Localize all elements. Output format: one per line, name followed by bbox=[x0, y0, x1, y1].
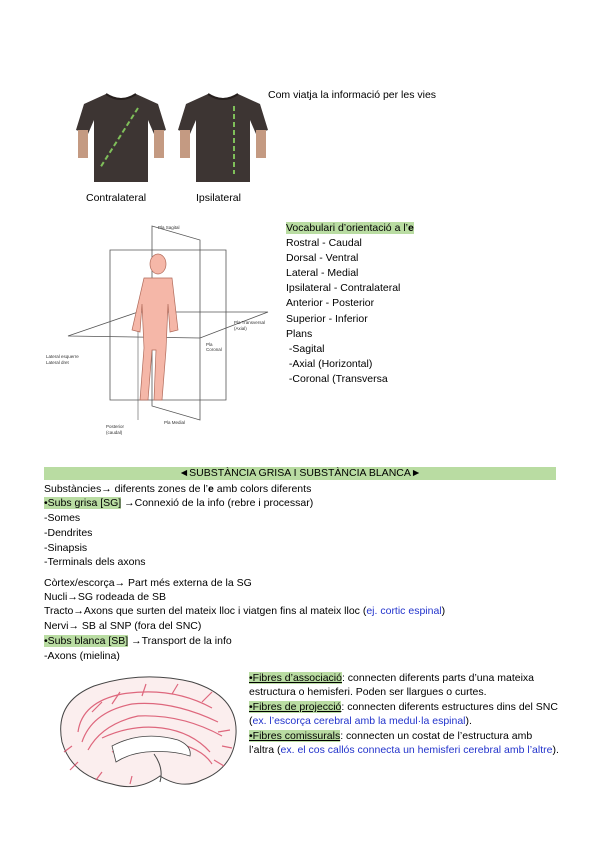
proj-end: ). bbox=[465, 715, 472, 727]
fibres-comissurals bbox=[249, 729, 559, 757]
page-heading: Com viatja la informació per les vies bbox=[268, 89, 437, 101]
vocab-title-text: Vocabulari d’orientació a l’ bbox=[286, 222, 408, 234]
comis-end: ). bbox=[552, 744, 559, 756]
tracte-text: Tracto→Axons que surten del mateix lloc i viatgen fins al mateix lloc ( bbox=[44, 605, 367, 617]
svg-text:Pla Sagital: Pla Sagital bbox=[158, 225, 180, 230]
svg-text:Posterior: Posterior bbox=[106, 424, 125, 429]
svg-text:Lateral esquerre: Lateral esquerre bbox=[46, 354, 79, 359]
blanca-label: •Subs blanca [SB] bbox=[44, 635, 129, 647]
tracte-example: ej. cortic espinal bbox=[366, 605, 442, 617]
substancies-line bbox=[44, 483, 311, 496]
grisa-text: →Connexió de la info (rebre i processar) bbox=[121, 497, 314, 509]
vocab-term: Anterior - Posterior bbox=[286, 297, 375, 310]
ipsilateral-shirt-image bbox=[178, 90, 268, 188]
vocab-term: -Axial (Horizontal) bbox=[286, 357, 373, 370]
vocab-term: -Sagital bbox=[286, 342, 325, 355]
tracte-line bbox=[44, 605, 445, 618]
cortex-line: Còrtex/escorça→ Part més externa de la SG bbox=[44, 577, 252, 589]
substancies-text-end: amb colors diferents bbox=[213, 483, 312, 495]
contralateral-shirt-image bbox=[76, 90, 166, 188]
fibres-associacio bbox=[249, 671, 559, 699]
ipsilateral-label: Ipsilateral bbox=[196, 192, 241, 204]
section-banner bbox=[44, 467, 556, 480]
svg-text:(Axial): (Axial) bbox=[234, 326, 247, 331]
anatomical-planes-diagram bbox=[40, 220, 280, 440]
assoc-label: •Fibres d’associació bbox=[249, 672, 342, 684]
brain-fibres-diagram bbox=[42, 672, 242, 796]
tracte-end: ) bbox=[441, 605, 446, 617]
vocab-title bbox=[286, 221, 414, 236]
svg-text:(caudal): (caudal) bbox=[106, 430, 123, 435]
proj-example: ex. l’escorça cerebral amb la medul·la espinal bbox=[252, 715, 466, 727]
comis-label: •Fibres comissurals bbox=[249, 730, 341, 742]
fibres-projeccio bbox=[249, 700, 559, 728]
vocab-title-bold: e bbox=[408, 222, 414, 234]
section-banner-text: ◄SUBSTÀNCIA GRISA I SUBSTÀNCIA BLANCA► bbox=[178, 467, 422, 479]
grisa-item: -Sinapsis bbox=[44, 542, 88, 554]
svg-text:Lateral dret: Lateral dret bbox=[46, 360, 69, 365]
grisa-line bbox=[44, 497, 313, 510]
proj-label: •Fibres de projecció bbox=[249, 701, 342, 713]
grisa-item: -Terminals dels axons bbox=[44, 556, 146, 568]
nervi-line: Nervi→ SB al SNP (fora del SNC) bbox=[44, 620, 202, 632]
svg-text:Coronal: Coronal bbox=[206, 347, 222, 352]
vocab-term: Superior - Inferior bbox=[286, 312, 368, 325]
comis-example: ex. el cos callós connecta un hemisferi cerebral amb l’altre bbox=[280, 744, 553, 756]
grisa-label: •Subs grisa [SG] bbox=[44, 497, 122, 509]
blanca-text: →Transport de la info bbox=[128, 635, 232, 647]
substancies-text: → diferents zones de l’ bbox=[101, 483, 209, 495]
grisa-item: -Dendrites bbox=[44, 527, 93, 539]
assoc-text: : connecten diferents parts d’una mateixa estructura o hemisferi. Poden ser llargues o curtes. bbox=[249, 672, 534, 698]
svg-text:Pla: Pla bbox=[206, 342, 213, 347]
blanca-line bbox=[44, 635, 232, 648]
vocab-term: Lateral - Medial bbox=[286, 267, 359, 280]
grisa-item: -Somes bbox=[44, 512, 81, 524]
nucli-line: Nucli→SG rodeada de SB bbox=[44, 591, 166, 603]
vocab-term: Plans bbox=[286, 327, 313, 340]
vocab-term: -Coronal (Transversa bbox=[286, 372, 388, 385]
vocab-term: Dorsal - Ventral bbox=[286, 252, 359, 265]
svg-text:Pla Transversal: Pla Transversal bbox=[234, 320, 266, 325]
proj-text: : connecten diferents estructures dins del SNC ( bbox=[249, 701, 558, 727]
vocab-term: Rostral - Caudal bbox=[286, 237, 362, 250]
contralateral-label: Contralateral bbox=[86, 192, 147, 204]
vocab-block bbox=[286, 221, 414, 387]
svg-text:Pla Medial: Pla Medial bbox=[164, 420, 186, 425]
substancies-bold: e bbox=[208, 483, 214, 495]
substancies-term: Substàncies bbox=[44, 483, 102, 495]
blanca-item: -Axons (mielina) bbox=[44, 650, 120, 662]
comis-text: : connecten un costat de l’estructura amb l’altra ( bbox=[249, 730, 533, 756]
vocab-term: Ipsilateral - Contralateral bbox=[286, 282, 401, 295]
